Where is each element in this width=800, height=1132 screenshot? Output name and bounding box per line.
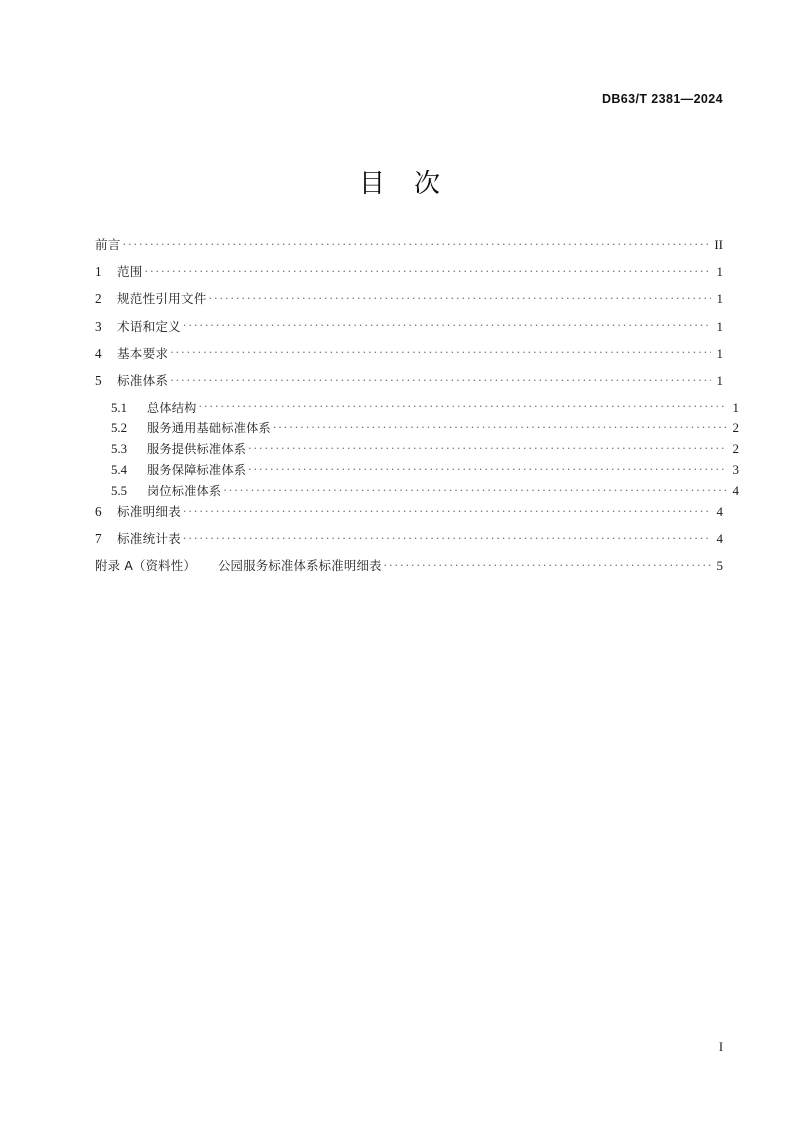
toc-annex-prefix: 附录 A（资料性）	[95, 558, 196, 574]
toc-entry[interactable]	[95, 372, 723, 390]
toc-entry-page-number: 1	[716, 372, 723, 388]
page-title	[0, 163, 800, 200]
toc-entry-label: 规范性引用文件	[117, 291, 207, 307]
toc-entry[interactable]	[95, 290, 723, 308]
toc-entry-label: 术语和定义	[117, 318, 181, 334]
toc-entry-page-number: 1	[716, 345, 723, 361]
toc-entry[interactable]	[95, 263, 723, 281]
toc-entry-label: 范围	[117, 264, 143, 280]
toc-entry-number: 5.5	[111, 483, 127, 498]
document-standard-number-header: DB63/T 2381—2024	[601, 92, 723, 106]
toc-dot-leader	[183, 317, 711, 330]
toc-entry[interactable]	[95, 530, 723, 548]
toc-entry[interactable]	[95, 236, 723, 253]
toc-entry-label: 总体结构	[147, 400, 197, 415]
toc-entry-label: 岗位标准体系	[147, 483, 222, 498]
toc-entry-label: 服务保障标准体系	[147, 463, 247, 478]
toc-entry-annex[interactable]	[95, 557, 723, 574]
toc-dot-leader	[248, 461, 727, 474]
toc-entry-number: 3	[95, 318, 102, 334]
toc-entry-number: 2	[95, 291, 102, 307]
toc-entry-page-number: 1	[716, 318, 723, 334]
toc-entry-label: 标准明细表	[117, 503, 181, 519]
toc-entry[interactable]	[95, 317, 723, 335]
toc-entry-label: 前言	[95, 237, 121, 253]
toc-entry-number: 1	[95, 264, 102, 280]
toc-entry-number: 5	[95, 372, 102, 388]
toc-entry-number: 5.4	[111, 463, 127, 478]
page-title-char-1: 目	[358, 169, 386, 199]
toc-entry[interactable]	[95, 420, 739, 438]
toc-entry-page-number: II	[714, 237, 723, 253]
toc-entry[interactable]	[95, 345, 723, 363]
toc-entry-page-number: 1	[732, 399, 739, 415]
toc-dot-leader	[209, 290, 711, 303]
toc-dot-leader	[384, 557, 711, 570]
toc-entry-page-number: 4	[716, 503, 723, 519]
toc-entry[interactable]	[95, 461, 739, 479]
toc-entry-page-number: 2	[732, 420, 739, 436]
toc-entry-page-number: 1	[716, 291, 723, 307]
toc-entry-page-number: 1	[716, 264, 723, 280]
toc-entry-label: 基本要求	[117, 345, 169, 361]
toc-entry-number: 5.3	[111, 442, 127, 457]
toc-entry-page-number: 4	[732, 482, 739, 498]
toc-entry-label: 服务提供标准体系	[147, 442, 247, 457]
page-title-char-2: 次	[414, 169, 442, 199]
toc-entry-page-number: 3	[732, 462, 739, 478]
toc-dot-leader	[183, 530, 711, 543]
toc-dot-leader	[123, 236, 711, 249]
toc-entry[interactable]	[95, 399, 739, 417]
table-of-contents	[95, 236, 739, 584]
toc-dot-leader	[273, 420, 727, 433]
toc-entry[interactable]	[95, 503, 723, 521]
toc-entry[interactable]	[95, 440, 739, 458]
toc-entry-number: 5.2	[111, 421, 127, 436]
toc-entry-page-number: 2	[732, 441, 739, 457]
toc-entry-page-number: 4	[716, 531, 723, 547]
toc-dot-leader	[145, 263, 711, 276]
toc-entry-label: 服务通用基础标准体系	[147, 421, 271, 436]
toc-dot-leader	[170, 345, 711, 358]
footer-page-number: I	[718, 1040, 723, 1054]
toc-entry-label: 标准统计表	[117, 531, 181, 547]
toc-dot-leader	[183, 503, 711, 516]
toc-entry-label: 标准体系	[117, 372, 169, 388]
toc-dot-leader	[199, 399, 727, 412]
toc-dot-leader	[248, 440, 727, 453]
toc-dot-leader	[223, 482, 727, 495]
toc-entry-number: 4	[95, 345, 102, 361]
toc-entry-number: 7	[95, 531, 102, 547]
toc-entry[interactable]	[95, 482, 739, 500]
toc-annex-page-number: 5	[716, 558, 723, 574]
toc-entry-number: 6	[95, 503, 102, 519]
toc-annex-label: 公园服务标准体系标准明细表	[217, 558, 382, 574]
toc-dot-leader	[170, 372, 711, 385]
toc-entry-number: 5.1	[111, 400, 127, 415]
